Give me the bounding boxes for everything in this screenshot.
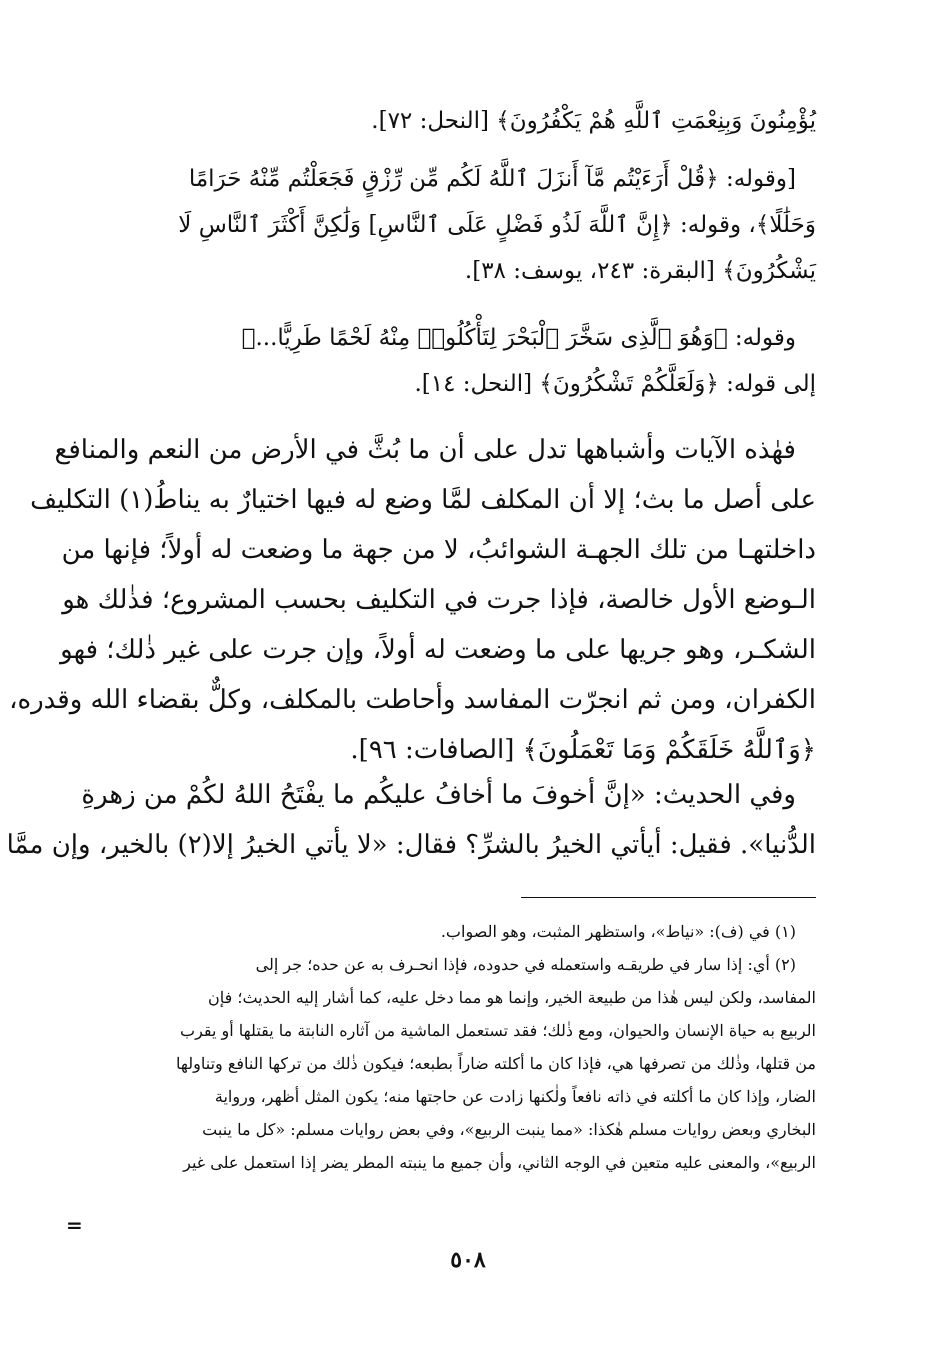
text-line: [وقوله: ﴿قُلْ أَرَءَيْتُم مَّآ أَنزَلَ ٱللَّهُ لَكُم مِّن رِّزْقٍ فَجَعَلْتُم مِّنْهُ حَرَامًا	[188, 166, 796, 192]
footnote-line: من قتلها، وذٰلك من تصرفها هي، فإذا كان ما أكلته ضاراً بطبعه؛ فيكون ذٰلك من تركها النافع وتناولها	[176, 1054, 816, 1073]
quote-provision	[116, 156, 816, 294]
footnote-separator	[521, 897, 816, 898]
text-line: الشكـر، وهو جريها على ما وضعت له أولاً، وإن جرت على غير ذٰلك؛ فهو	[60, 635, 816, 665]
paragraph-hadith	[6, 770, 816, 870]
footnote-line: الربيع»، والمعنى عليه متعين في الوجه الثاني، وأن جميع ما ينبته المطر يضر إذا استعمل على غير	[183, 1153, 816, 1172]
text-line: داخلتهـا من تلك الجهـة الشوائبُ، لا من جهة ما وضعت له أولاً؛ فإنها من	[61, 535, 816, 565]
page-number: ٥٠٨	[450, 1247, 486, 1273]
text-line: وقوله: ﴿وَهُوَ ٱلَّذِى سَخَّرَ ٱلْبَحْرَ لِتَأْكُلُوا۟ مِنْهُ لَحْمًا طَرِيًّا...﴾	[241, 325, 796, 351]
text-line: ﴿وَٱللَّهُ خَلَقَكُمْ وَمَا تَعْمَلُونَ﴾ [الصافات: ٩٦].	[350, 735, 816, 765]
text-line: إلى قوله: ﴿وَلَعَلَّكُمْ تَشْكُرُونَ﴾ [النحل: ١٤].	[414, 371, 816, 397]
footnote-line: البخاري وبعض روايات مسلم هٰكذا: «مما ينبت الربيع»، وفي بعض روايات مسلم: «كل ما ينبت	[202, 1120, 816, 1139]
paragraph-verses	[9, 425, 816, 775]
footnote-line: المفاسد، ولكن ليس هٰذا من طبيعة الخير، وإنما هو مما دخل عليه، كما أشار إليه الحديث؛ فإن	[208, 988, 816, 1007]
footnote-line: الضار، وإذا كان ما أكلته في ذاته نافعاً ولٰكنها زادت عن حاجتها منه؛ يكون المثل أظهر، ورواية	[214, 1087, 816, 1106]
text-line: فهٰذه الآيات وأشباهها تدل على أن ما بُثَّ في الأرض من النعم والمنافع	[54, 435, 796, 465]
footnote-line: (٢) أي: إذا سار في طريقـه واستعمله في حدوده، فإذا انحـرف به عن حده؛ جر إلى	[255, 955, 796, 974]
text-line: يُؤْمِنُونَ وَبِنِعْمَتِ ٱللَّهِ هُمْ يَكْفُرُونَ﴾ [النحل: ٧٢].	[371, 108, 816, 134]
quote-sea	[116, 315, 816, 407]
text-line: يَشْكُرُونَ﴾ [البقرة: ٢٤٣، يوسف: ٣٨].	[464, 258, 816, 284]
text-line: على أصل ما بث؛ إلا أن المكلف لمَّا وضع له فيها اختيارٌ به يناطُ(١) التكليف	[30, 485, 816, 515]
text-line: الـوضع الأول خالصة، فإذا جرت في التكليف بحسب المشروع؛ فذٰلك هو	[62, 585, 816, 615]
footnote-line: (١) في (ف): «نياط»، واستظهر المثبت، وهو الصواب.	[440, 922, 796, 941]
text-line: الكفران، ومن ثم انجرّت المفاسد وأحاطت بالمكلف، وكلٌّ بقضاء الله وقدره،	[9, 685, 816, 715]
continuation-mark: =	[66, 1213, 83, 1237]
footnotes	[116, 915, 816, 1179]
quote-intro	[116, 98, 816, 144]
footnote-line: الربيع به حياة الإنسان والحيوان، ومع ذٰلك؛ فقد تستعمل الماشية من آثاره النابتة ما يقتلها أو يقرب	[180, 1021, 816, 1040]
text-line: وَحَلَٰلًا﴾، وقوله: ﴿إِنَّ ٱللَّهَ لَذُو فَضْلٍ عَلَى ٱلنَّاسِ] وَلَٰكِنَّ أَكْثَرَ ٱلنَّاسِ لَا	[178, 212, 816, 238]
text-line: الدُّنيا». فقيل: أيأتي الخيرُ بالشرِّ؟ فقال: «لا يأتي الخيرُ إلا(٢) بالخير، وإن ممَّا	[6, 830, 816, 860]
text-line: وفي الحديث: «إنَّ أخوفَ ما أخافُ عليكُم ما يفْتَحُ اللهُ لكُمْ من زهرةِ	[81, 780, 796, 810]
